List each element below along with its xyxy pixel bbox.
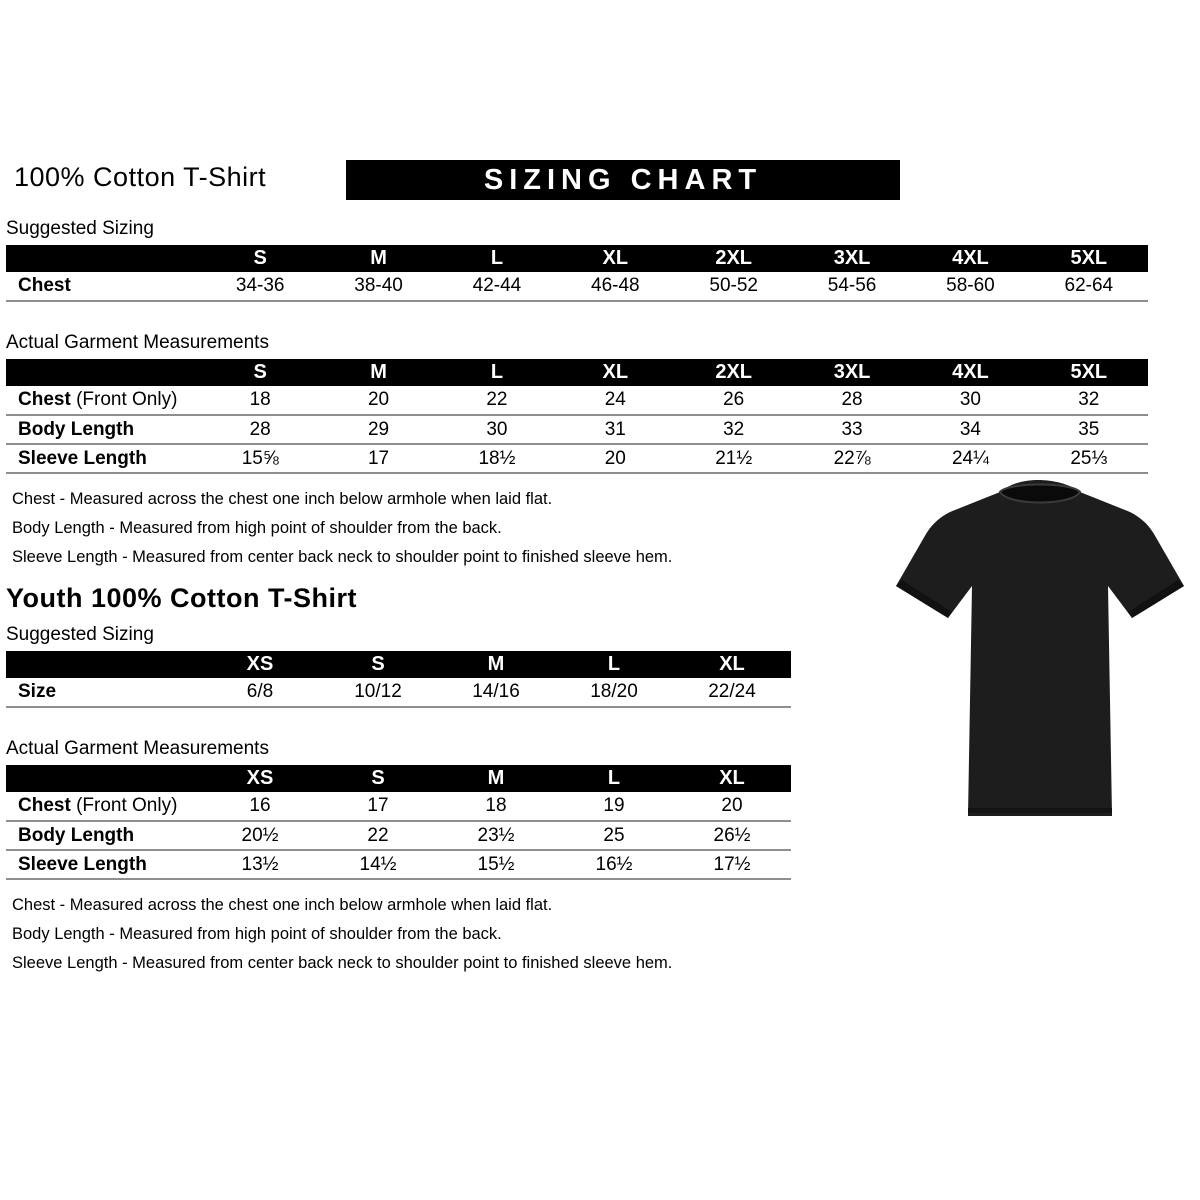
note-chest: Chest - Measured across the chest one inch below armhole when laid flat. [12,490,553,508]
size-column-header: XS [201,765,319,792]
measurement-value: 15½ [437,850,555,879]
header-spacer-cell [6,651,201,678]
measurement-value: 26 [675,386,793,415]
size-column-header: 3XL [793,245,911,272]
size-column-header: 4XL [911,359,1029,386]
size-column-header: S [319,651,437,678]
black-tshirt-image [888,468,1188,833]
size-column-header: S [201,245,319,272]
measurement-value: 26½ [673,821,791,850]
size-column-header: M [319,359,437,386]
measurement-row [6,792,791,821]
row-label: Sleeve Length [6,850,201,879]
measurement-value: 14/16 [437,678,555,707]
adult-actual-measurements-label: Actual Garment Measurements [6,332,269,353]
size-column-header: 5XL [1030,245,1148,272]
youth-actual-measurements-table [6,765,791,880]
adult-suggested-sizing-table [6,245,1148,302]
measurement-value: 10/12 [319,678,437,707]
header-spacer-cell [6,359,201,386]
size-column-header: S [201,359,319,386]
header-spacer-cell [6,245,201,272]
measurement-value: 22 [319,821,437,850]
size-column-header: L [438,245,556,272]
note-body-length: Body Length - Measured from high point of shoulder from the back. [12,519,502,537]
measurement-row [6,821,791,850]
size-column-header: XL [556,245,674,272]
measurement-row [6,850,791,879]
measurement-value: 25⅓ [1030,444,1148,473]
measurement-value: 34-36 [201,272,319,301]
size-header-row [6,245,1148,272]
youth-actual-measurements-label: Actual Garment Measurements [6,738,269,759]
measurement-value: 54-56 [793,272,911,301]
measurement-value: 28 [201,415,319,444]
youth-title: Youth 100% Cotton T-Shirt [6,583,357,613]
measurement-value: 23½ [437,821,555,850]
measurement-value: 16 [201,792,319,821]
measurement-value: 29 [319,415,437,444]
measurement-value: 17 [319,444,437,473]
header-spacer-cell [6,765,201,792]
size-column-header: XL [673,651,791,678]
size-column-header: 5XL [1030,359,1148,386]
measurement-value: 42-44 [438,272,556,301]
measurement-value: 18½ [438,444,556,473]
size-header-row [6,765,791,792]
page-header [0,160,1200,208]
adult-actual-measurements-table [6,359,1148,474]
size-column-header: 2XL [675,245,793,272]
measurement-value: 38-40 [319,272,437,301]
row-label: Body Length [6,821,201,850]
size-column-header: M [437,651,555,678]
size-column-header: 2XL [675,359,793,386]
measurement-value: 20 [319,386,437,415]
measurement-value: 22/24 [673,678,791,707]
size-column-header: XS [201,651,319,678]
youth-suggested-sizing-label: Suggested Sizing [6,624,154,645]
measurement-value: 16½ [555,850,673,879]
measurement-value: 24 [556,386,674,415]
adult-suggested-sizing-label: Suggested Sizing [6,218,154,239]
size-column-header: L [438,359,556,386]
measurement-value: 62-64 [1030,272,1148,301]
measurement-row [6,272,1148,301]
measurement-value: 31 [556,415,674,444]
size-column-header: L [555,651,673,678]
measurement-value: 20½ [201,821,319,850]
size-column-header: L [555,765,673,792]
size-header-row [6,651,791,678]
measurement-row [6,386,1148,415]
size-column-header: XL [673,765,791,792]
measurement-value: 35 [1030,415,1148,444]
measurement-value: 24¼ [911,444,1029,473]
row-label: Chest [6,272,201,301]
measurement-value: 21½ [675,444,793,473]
measurement-value: 14½ [319,850,437,879]
row-label: Body Length [6,415,201,444]
measurement-value: 58-60 [911,272,1029,301]
measurement-value: 33 [793,415,911,444]
size-column-header: M [437,765,555,792]
measurement-value: 20 [556,444,674,473]
measurement-row [6,415,1148,444]
measurement-value: 46-48 [556,272,674,301]
measurement-value: 32 [1030,386,1148,415]
measurement-value: 6/8 [201,678,319,707]
sizing-chart-banner: SIZING CHART [346,160,900,200]
measurement-value: 25 [555,821,673,850]
measurement-value: 18/20 [555,678,673,707]
measurement-value: 32 [675,415,793,444]
tshirt-icon [888,468,1188,833]
measurement-value: 13½ [201,850,319,879]
note-sleeve-length: Sleeve Length - Measured from center back neck to shoulder point to finished sleeve hem. [12,548,673,566]
youth-suggested-sizing-table [6,651,791,708]
measurement-value: 22 [438,386,556,415]
page-title: 100% Cotton T-Shirt [14,162,267,192]
note-body-length: Body Length - Measured from high point of shoulder from the back. [12,925,502,943]
measurement-value: 30 [911,386,1029,415]
measurement-row [6,678,791,707]
row-label: Sleeve Length [6,444,201,473]
measurement-value: 19 [555,792,673,821]
measurement-value: 28 [793,386,911,415]
measurement-value: 17½ [673,850,791,879]
row-label: Size [6,678,201,707]
size-column-header: 3XL [793,359,911,386]
size-column-header: 4XL [911,245,1029,272]
row-label: Chest (Front Only) [6,386,201,415]
note-sleeve-length: Sleeve Length - Measured from center back neck to shoulder point to finished sleeve hem. [12,954,673,972]
youth-measurement-notes [12,896,1200,973]
measurement-value: 34 [911,415,1029,444]
measurement-value: 18 [201,386,319,415]
size-header-row [6,359,1148,386]
measurement-value: 17 [319,792,437,821]
measurement-value: 50-52 [675,272,793,301]
row-label: Chest (Front Only) [6,792,201,821]
note-chest: Chest - Measured across the chest one inch below armhole when laid flat. [12,896,553,914]
measurement-value: 15⅝ [201,444,319,473]
measurement-value: 30 [438,415,556,444]
size-column-header: M [319,245,437,272]
measurement-value: 18 [437,792,555,821]
measurement-value: 20 [673,792,791,821]
size-column-header: XL [556,359,674,386]
size-column-header: S [319,765,437,792]
measurement-value: 22⅞ [793,444,911,473]
